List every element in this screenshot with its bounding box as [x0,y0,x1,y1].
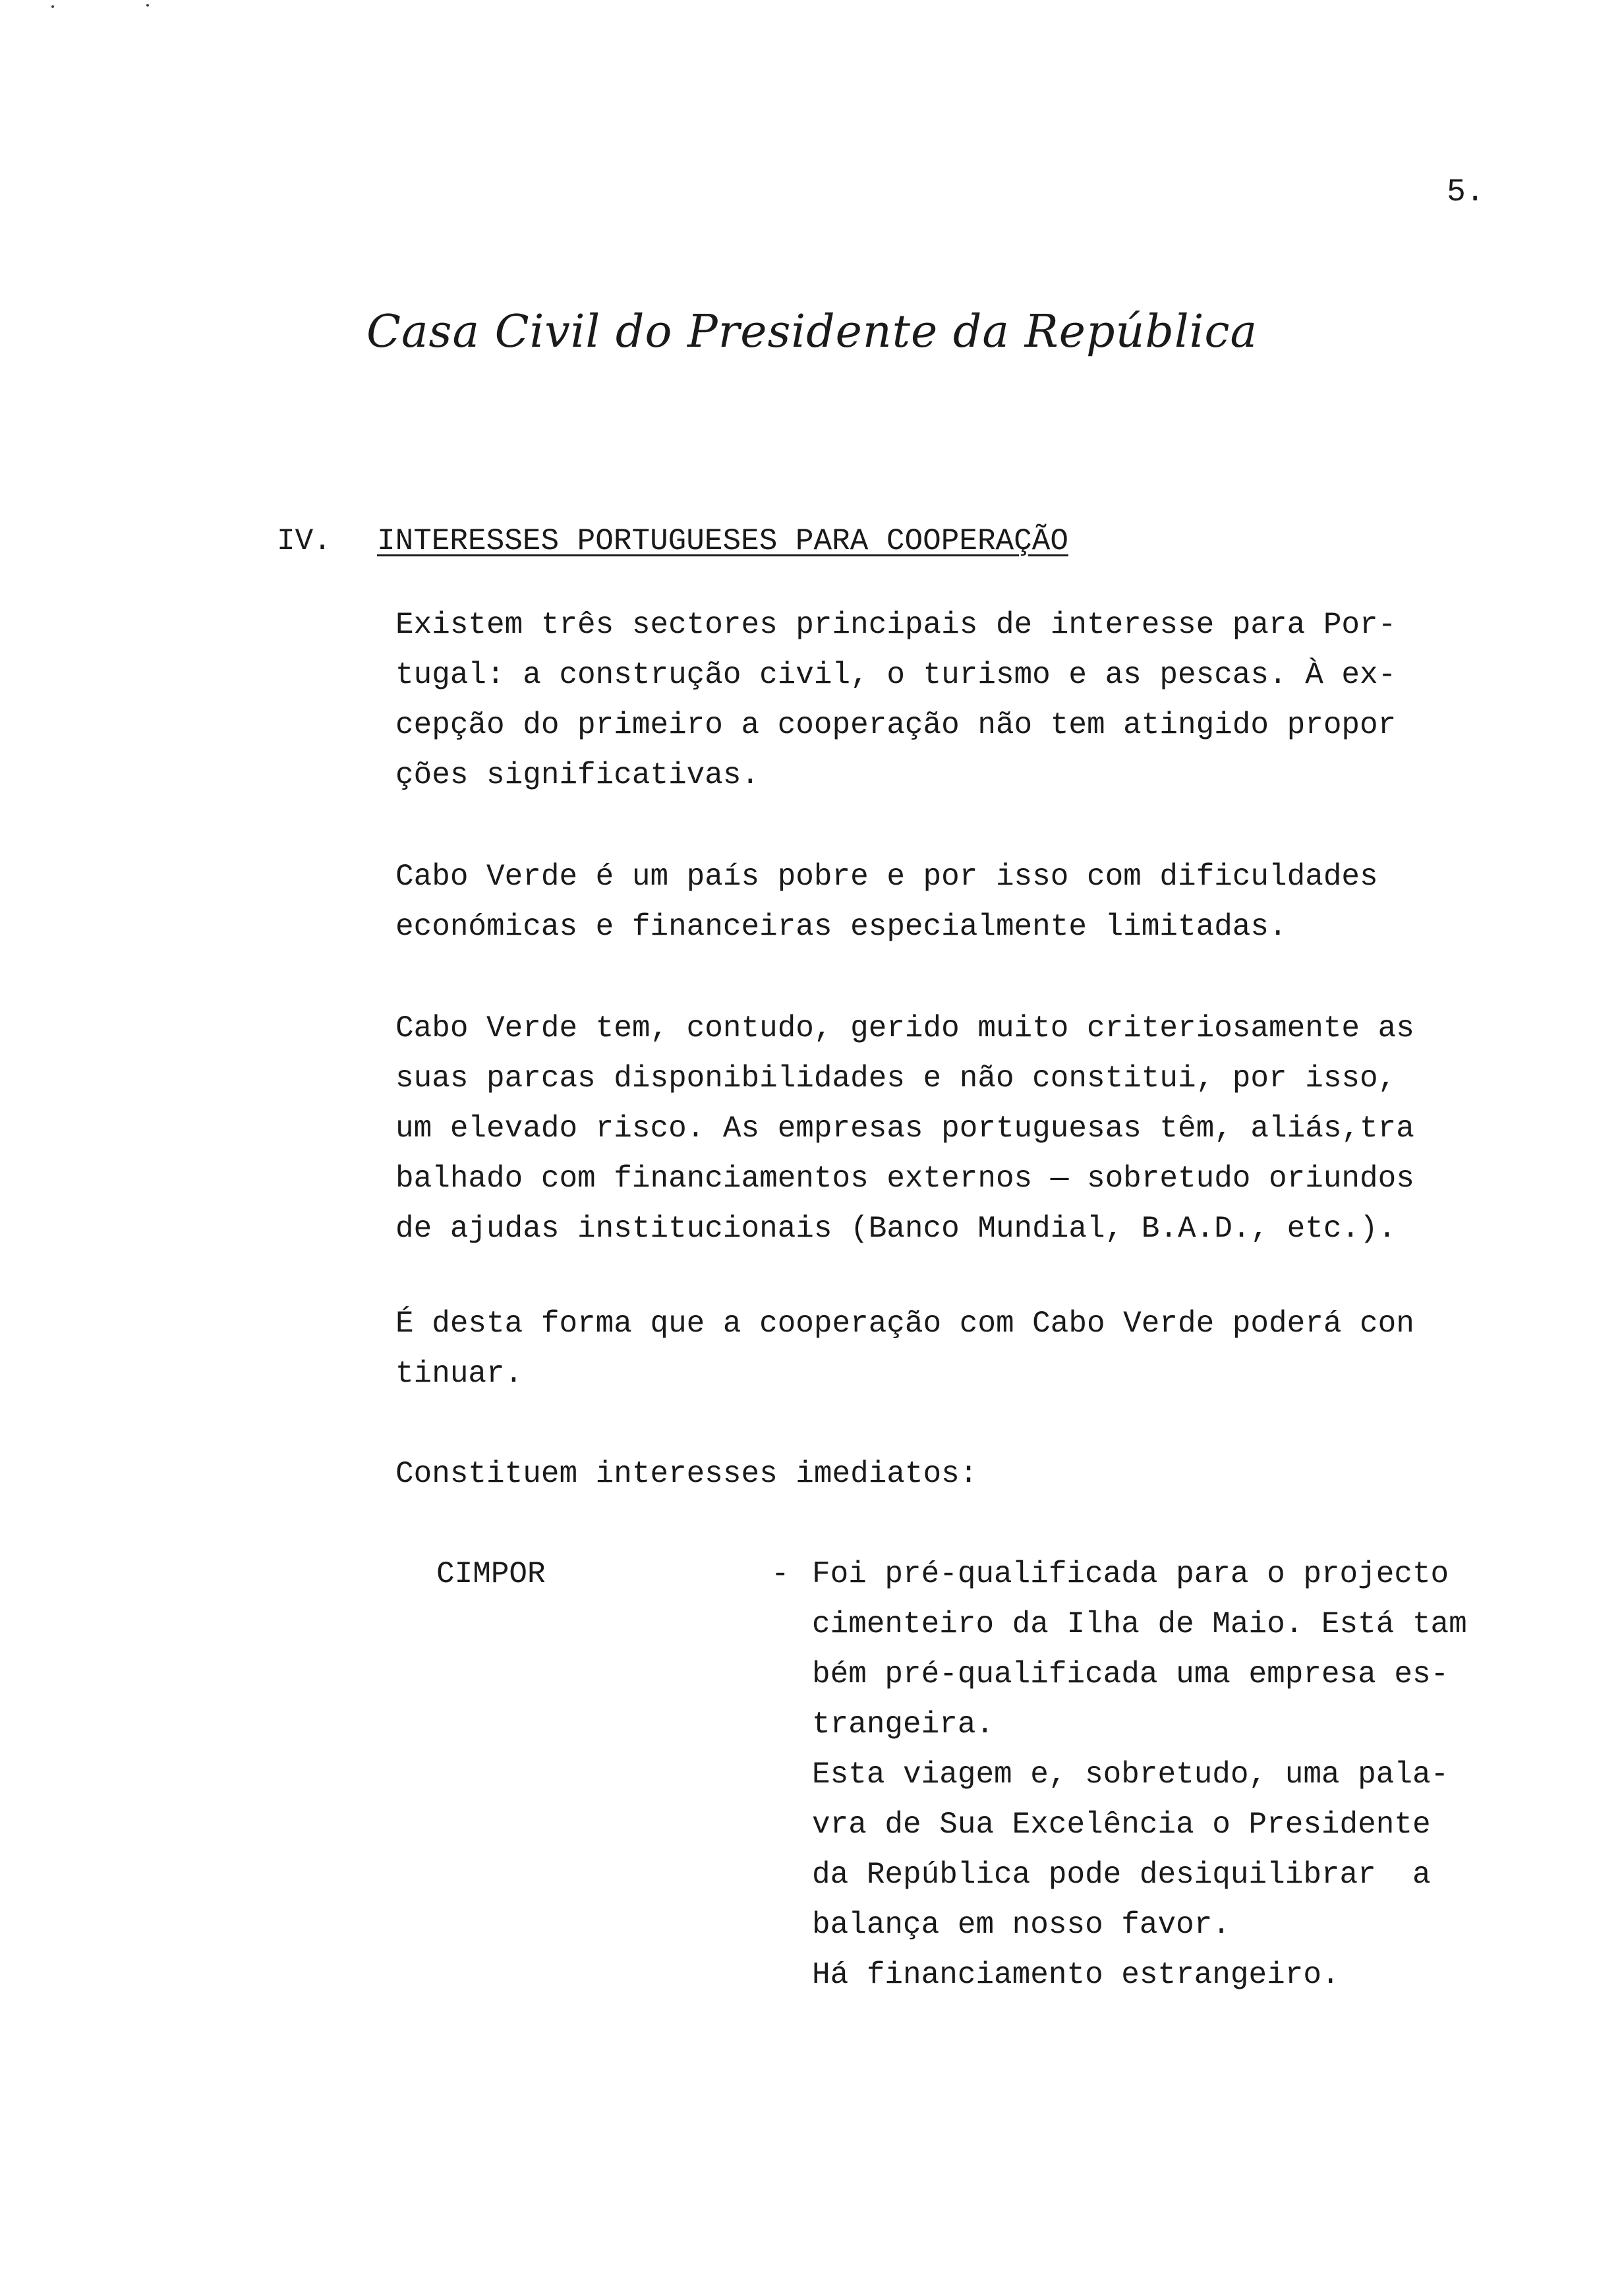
paragraph-economy [395,852,1516,952]
paragraph-line: É desta forma que a cooperação com Cabo Verde poderá con [395,1307,1414,1341]
interest-line: bém pré-qualificada uma empresa es- [812,1657,1449,1691]
paragraph-immediate-interests [395,1449,1516,1499]
scan-speck [51,5,54,8]
paragraph-line: cepção do primeiro a cooperação não tem atingido propor [395,708,1397,742]
paragraph-line: tinuar. [395,1357,523,1391]
interest-line: vra de Sua Excelência o Presidente [812,1808,1431,1842]
scan-speck [146,4,149,7]
paragraph-line: um elevado risco. As empresas portuguesas têm, aliás,tra [395,1111,1414,1146]
interest-line: trangeira. [812,1707,995,1742]
paragraph-line: balhado com financiamentos externos — sobretudo oriundos [395,1162,1414,1196]
paragraph-continuation [395,1299,1516,1399]
paragraph-sectors [395,600,1516,800]
interest-line: Há financiamento estrangeiro. [812,1958,1340,1992]
paragraph-risk [395,1003,1516,1254]
letterhead-title: Casa Civil do Presidente da República [366,306,1258,358]
page-number: 5. [1447,175,1485,210]
interest-line: Foi pré-qualificada para o projecto [812,1557,1449,1591]
paragraph-line: ções significativas. [395,758,760,792]
interest-company-name: CIMPOR [436,1557,546,1591]
paragraph-line: económicas e financeiras especialmente limitadas. [395,910,1287,944]
paragraph-line: Cabo Verde tem, contudo, gerido muito criteriosamente as [395,1011,1414,1045]
section-number: IV. [277,524,332,558]
interest-line: da República pode desiquilibrar a [812,1858,1431,1892]
interest-dash: - [771,1557,790,1591]
interest-details [812,1549,1537,2000]
interest-line: balança em nosso favor. [812,1908,1231,1942]
paragraph-line: de ajudas institucionais (Banco Mundial, B.A.D., etc.). [395,1212,1397,1246]
paragraph-line: Constituem interesses imediatos: [395,1457,978,1491]
interest-line: Esta viagem e, sobretudo, uma pala- [812,1757,1449,1792]
paragraph-line: Existem três sectores principais de interesse para Por- [395,608,1397,642]
section-title: INTERESSES PORTUGUESES PARA COOPERAÇÃO [377,524,1068,558]
interest-line: cimenteiro da Ilha de Maio. Está tam [812,1607,1467,1641]
paragraph-line: tugal: a construção civil, o turismo e as pescas. À ex- [395,658,1397,692]
paragraph-line: Cabo Verde é um país pobre e por isso com dificuldades [395,860,1378,894]
paragraph-line: suas parcas disponibilidades e não constitui, por isso, [395,1061,1397,1096]
